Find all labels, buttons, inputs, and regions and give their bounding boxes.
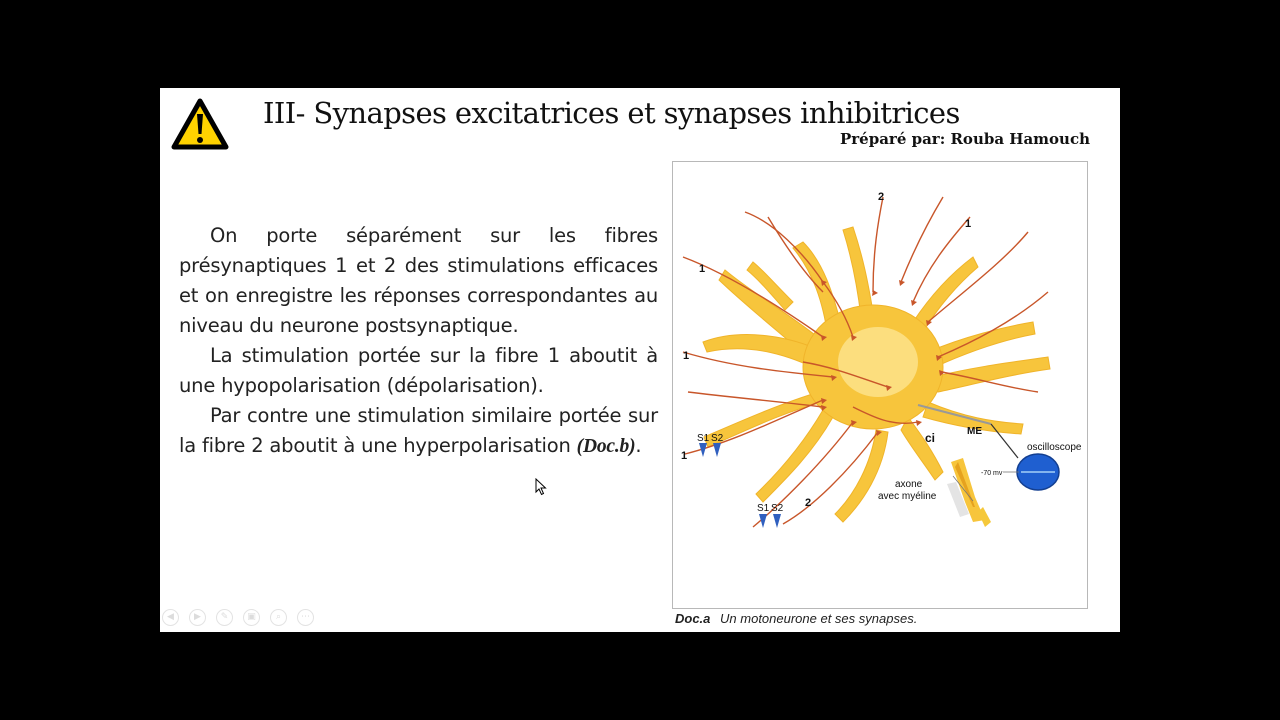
fiber-1-label-c: 1 xyxy=(681,450,688,462)
slide-title: III- Synapses excitatrices et synapses inhibitrices xyxy=(263,96,960,130)
slide-body xyxy=(179,221,658,462)
fiber-1-label-b: 1 xyxy=(683,350,690,362)
s2-label-b: S2 xyxy=(771,503,784,514)
warning-icon xyxy=(171,98,229,150)
mouse-pointer-icon xyxy=(535,478,547,496)
fiber-2-label-a: 2 xyxy=(878,191,885,203)
motoneuron-diagram xyxy=(673,162,1087,608)
oscilloscope-label: oscilloscope xyxy=(1027,442,1082,453)
axon-label: axone xyxy=(895,479,923,490)
s2-label-a: S2 xyxy=(711,433,724,444)
paragraph-3-text: Par contre une stimulation similaire portée sur la fibre 2 aboutit à une hyperpolarisation xyxy=(179,404,658,457)
fiber-1-label-d: 1 xyxy=(965,218,972,230)
fiber-1-label-a: 1 xyxy=(699,263,706,275)
doc-ref-period: . xyxy=(635,434,642,457)
author-credit: Préparé par: Rouba Hamouch xyxy=(840,130,1090,148)
figure-frame xyxy=(672,161,1088,609)
paragraph-2: La stimulation portée sur la fibre 1 aboutit à une hypopolarisation (dépolarisation). xyxy=(179,344,658,397)
potential-label: -70 mv xyxy=(981,470,1003,477)
me-label: ME xyxy=(967,426,982,437)
caption-doc-label: Doc.a xyxy=(675,611,711,626)
myelin-label: avec myéline xyxy=(878,491,937,502)
previous-icon[interactable]: ◀ xyxy=(162,609,179,626)
slide xyxy=(160,88,1120,632)
fiber-2-label-b: 2 xyxy=(805,497,812,509)
slides-icon[interactable]: ▣ xyxy=(243,609,260,626)
pen-icon[interactable]: ✎ xyxy=(216,609,233,626)
figure-caption xyxy=(675,611,917,626)
s1-label-b: S1 xyxy=(757,503,770,514)
next-icon[interactable]: ▶ xyxy=(189,609,206,626)
more-icon[interactable]: ⋯ xyxy=(297,609,314,626)
caption-text: Un motoneurone et ses synapses. xyxy=(720,611,918,626)
s1-label-a: S1 xyxy=(697,433,710,444)
zoom-icon[interactable]: ⌕ xyxy=(270,609,287,626)
ci-label: ci xyxy=(925,431,936,445)
paragraph-1: On porte séparément sur les fibres présynaptiques 1 et 2 des stimulations efficaces et on enregistre les réponses correspondantes au niveau du neurone postsynaptique. xyxy=(179,224,658,337)
doc-b-reference: (Doc.b) xyxy=(576,436,636,457)
paragraph-3 xyxy=(179,401,658,462)
